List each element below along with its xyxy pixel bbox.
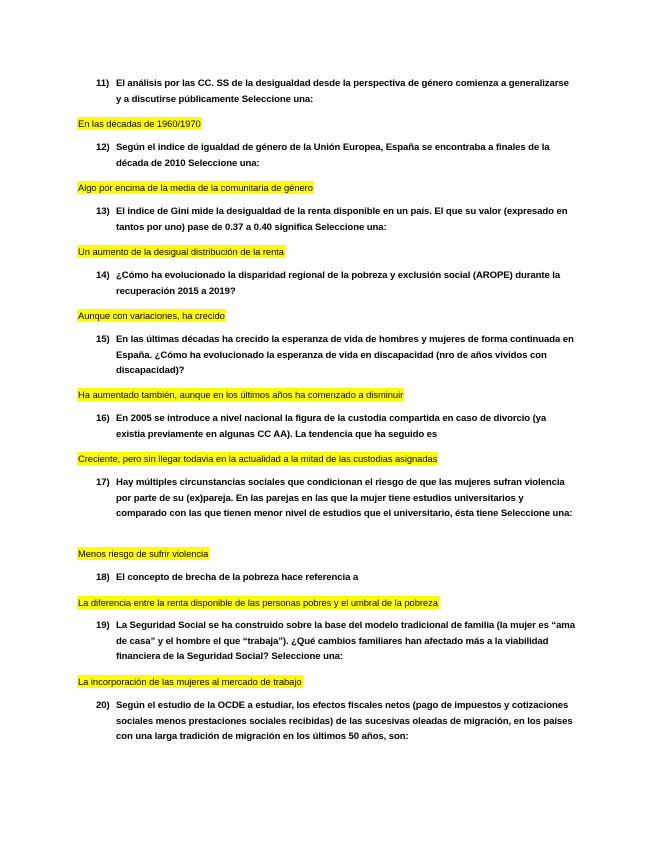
question-13 <box>96 204 576 235</box>
question-number: 17) <box>96 477 110 488</box>
answer-highlight-16: Creciente, pero sin llegar todavia en la actualidad a la mitad de las custodias asignadas <box>78 453 438 464</box>
answer-highlight-17: Menos riesgo de sufrir violencia <box>78 548 209 559</box>
question-number: 11) <box>96 78 110 89</box>
question-number: 14) <box>96 270 110 281</box>
question-11 <box>96 76 576 107</box>
question-number: 12) <box>96 142 110 153</box>
question-14 <box>96 268 576 299</box>
answer-highlight-18: La diferencia entre la renta disponible de las personas pobres y el umbral de la pobreza <box>78 597 438 608</box>
question-18 <box>96 570 576 586</box>
answer-highlight-14: Aunque con variaciones, ha crecido <box>78 310 225 321</box>
question-12 <box>96 140 576 171</box>
question-19 <box>96 618 576 665</box>
question-17 <box>96 475 576 522</box>
question-16 <box>96 411 576 442</box>
answer-highlight-15: Ha aumentado también, aunque en los últimos años ha comenzado a disminuir <box>78 389 404 400</box>
question-text: El concepto de brecha de la pobreza hace referencia a <box>116 572 359 583</box>
question-text: En 2005 se introduce a nivel nacional la figura de la custodia compartida en caso de divorcio (ya existia previamente en algunas CC AA). La tendencia que ha seguido es <box>116 413 547 440</box>
question-number: 13) <box>96 206 110 217</box>
question-text: El análisis por las CC. SS de la desigualdad desde la perspectiva de género comienza a generalizarse y a discutirse públicamente Seleccione una: <box>116 78 569 105</box>
question-text: Hay múltiples circunstancias sociales que condicionan el riesgo de que las mujeres sufran violencia por parte de su (ex)pareja. En las parejas en las que la mujer tiene estudios universitarios y comparado con las que tienen menor nivel de estudios que el universitario, ésta tiene Seleccione una: <box>116 477 573 519</box>
question-text: El indice de Gini mide la desigualdad de la renta disponible en un país. El que su valor (expresado en tantos por uno) pase de 0.37 a 0.40 significa Seleccione una: <box>116 206 568 233</box>
question-number: 19) <box>96 620 110 631</box>
answer-highlight-11: En las décadas de 1960/1970 <box>78 118 201 129</box>
question-number: 15) <box>96 334 110 345</box>
question-number: 18) <box>96 572 110 583</box>
question-text: En las últimas décadas ha crecido la esperanza de vida de hombres y mujeres de forma continuada en España. ¿Cómo ha evolucionado la esperanza de vida en discapacidad (nro de años vividos con discapacidad)? <box>116 334 574 376</box>
question-text: Según el indice de igualdad de género de la Unión Europea, España se encontraba a finales de la década de 2010 Seleccione una: <box>116 142 550 169</box>
question-text: Según el estudio de la OCDE a estudiar, los efectos fiscales netos (pago de impuestos y cotizaciones sociales menos prestaciones sociales recibidas) de las sucesivas oleadas de migración, en los países con una larga tradición de migración en los últimos 50 años, son: <box>116 700 573 742</box>
question-text: La Seguridad Social se ha construido sobre la base del modelo tradicional de familia (la mujer es “ama de casa” y el hombre el que “trabaja”). ¿Qué cambios familiares han afectado más a la viabilidad financiera de la Seguridad Social? Seleccione una: <box>116 620 575 662</box>
answer-highlight-13: Un aumento de la desigual distribución de la renta <box>78 246 284 257</box>
answer-highlight-19: La incorporación de las mujeres al mercado de trabajo <box>78 676 302 687</box>
question-number: 20) <box>96 700 110 711</box>
question-number: 16) <box>96 413 110 424</box>
question-20 <box>96 698 576 745</box>
question-text: ¿Cómo ha evolucionado la disparidad regional de la pobreza y exclusión social (AROPE) durante la recuperación 2015 a 2019? <box>116 270 561 297</box>
question-15 <box>96 332 576 379</box>
answer-highlight-12: Algo por encima de la media de la comunitaria de género <box>78 182 313 193</box>
